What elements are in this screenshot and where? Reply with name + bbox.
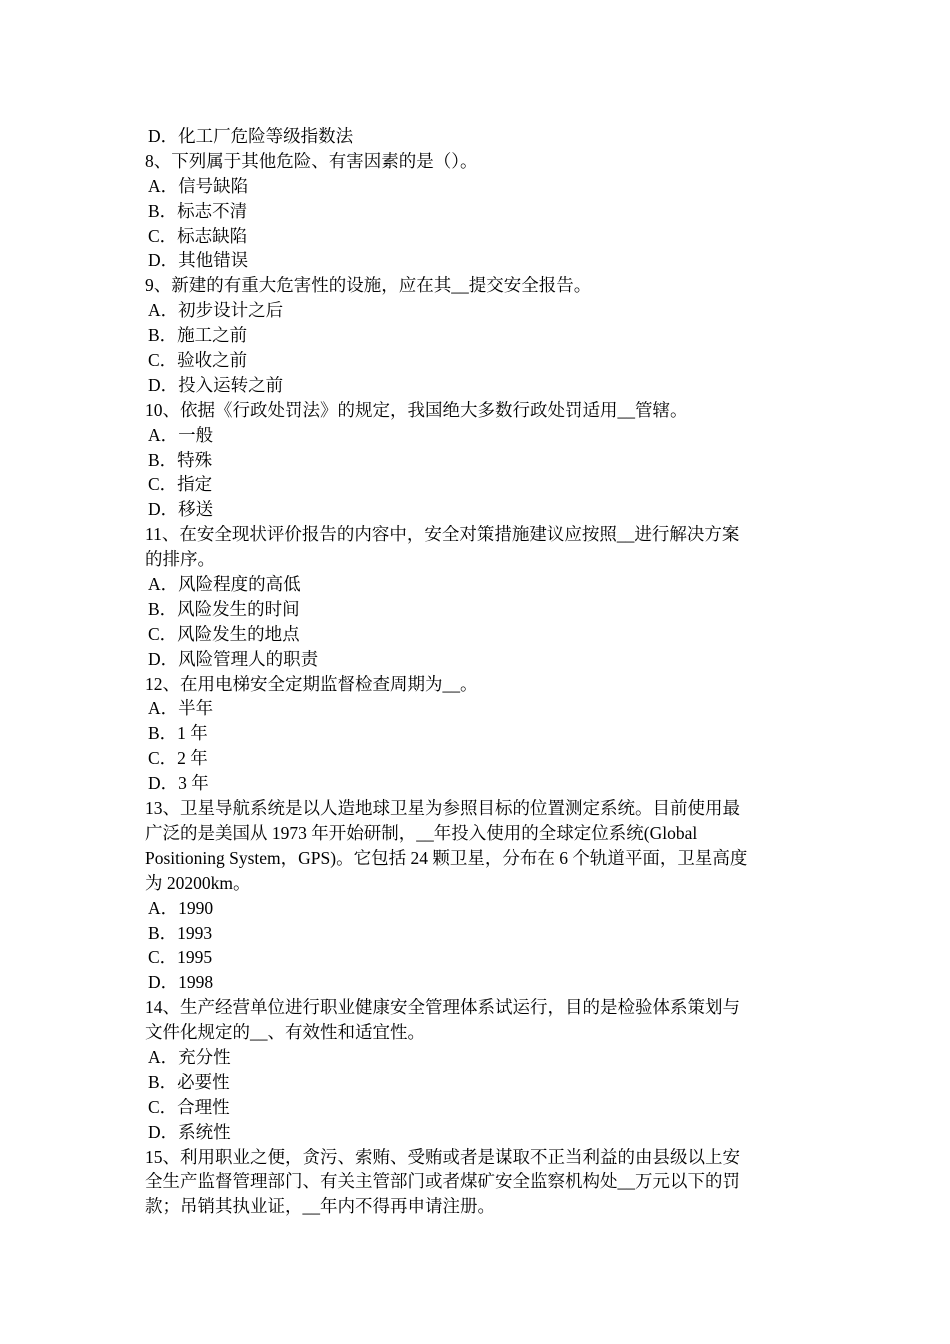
option-line: D．移送 [148,499,214,520]
option-line: D．化工厂危险等级指数法 [148,126,354,146]
option-line: B．1993 [148,922,213,943]
option-line: C．风险发生的地点 [148,623,300,644]
option-line: D．3 年 [148,773,209,794]
option-line: A．风险程度的高低 [148,574,301,595]
option-line: A．初步设计之后 [148,300,284,321]
option-line: C．验收之前 [148,350,248,371]
option-line: C．指定 [148,474,213,495]
question-line: 文件化规定的__、有效性和适宜性。 [145,1022,425,1043]
question-line: 14、生产经营单位进行职业健康安全管理体系试运行，目的是检验体系策划与 [145,997,740,1018]
option-line: B．必要性 [148,1071,230,1092]
option-line: D．1998 [148,972,214,993]
question-line: 款；吊销其执业证，__年内不得再申请注册。 [145,1196,495,1217]
option-line: A．一般 [148,424,214,445]
option-line: A．1990 [148,897,214,918]
option-line: C．合理性 [148,1096,230,1117]
option-line: B．1 年 [148,723,208,744]
option-line: D．投入运转之前 [148,374,284,395]
option-line: A．充分性 [148,1046,231,1067]
question-line: 的排序。 [145,549,215,570]
question-line: 广泛的是美国从 1973 年开始研制，__年投入使用的全球定位系统(Global [145,822,698,843]
option-line: D．其他错误 [148,250,249,271]
question-line: 全生产监督管理部门、有关主管部门或者煤矿安全监察机构处__万元以下的罚 [145,1171,740,1192]
question-line: 15、利用职业之便，贪污、索贿、受贿或者是谋取不正当利益的由县级以上安 [145,1146,740,1167]
option-line: A．信号缺陷 [148,175,249,196]
option-line: A．半年 [148,698,214,719]
option-line: B．特殊 [148,449,213,470]
option-line: C．2 年 [148,748,208,769]
option-line: D．系统性 [148,1121,231,1142]
question-line: 8、下列属于其他危险、有害因素的是（）。 [145,150,478,171]
option-line: B．施工之前 [148,325,248,346]
question-line: 11、在安全现状评价报告的内容中，安全对策措施建议应按照__进行解决方案 [145,524,740,545]
document-page [145,124,809,1219]
option-line: C．1995 [148,947,213,968]
question-line: 10、依据《行政处罚法》的规定，我国绝大多数行政处罚适用__管辖。 [145,399,688,420]
option-line: B．标志不清 [148,200,248,221]
question-line: 13、卫星导航系统是以人造地球卫星为参照目标的位置测定系统。目前使用最 [145,798,740,819]
question-line: 9、新建的有重大危害性的设施，应在其__提交安全报告。 [145,275,592,296]
option-line: C．标志缺陷 [148,225,248,246]
question-line: 12、在用电梯安全定期监督检查周期为__。 [145,673,478,694]
option-line: B．风险发生的时间 [148,598,300,619]
question-line: Positioning System，GPS)。它包括 24 颗卫星，分布在 6 个轨道平面，卫星高度 [145,847,748,868]
option-line: D．风险管理人的职责 [148,648,319,669]
question-line: 为 20200km。 [145,872,251,893]
